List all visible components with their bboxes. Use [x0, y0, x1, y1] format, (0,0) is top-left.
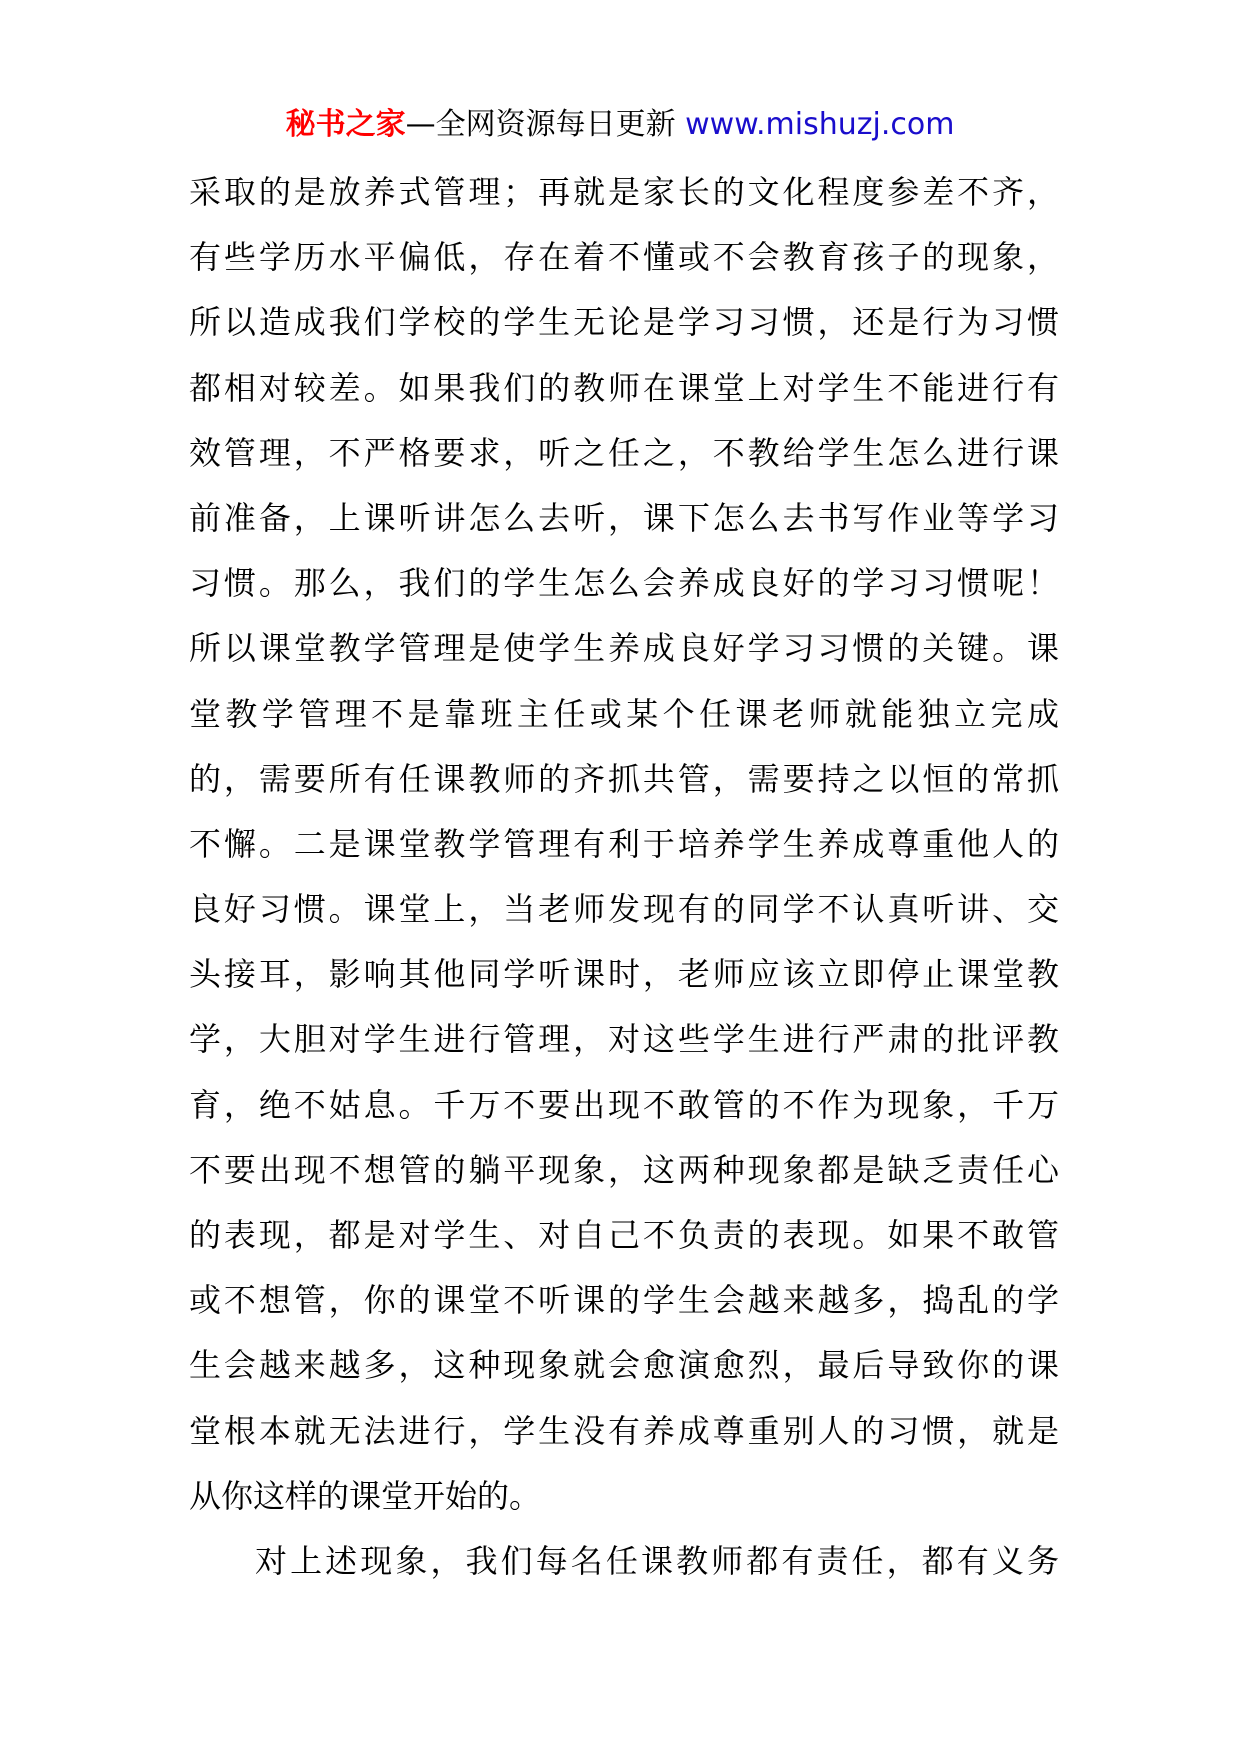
text-line: 效管理，不严格要求，听之任之，不教给学生怎么进行课 — [189, 433, 1059, 472]
page-header — [0, 100, 1240, 150]
website-link[interactable]: www.mishuzj.com — [685, 107, 955, 142]
text-line: 都相对较差。如果我们的教师在课堂上对学生不能进行有 — [189, 368, 1059, 407]
header-slogan: —全网资源每日更新 — [405, 107, 686, 142]
text-line: 的，需要所有任课教师的齐抓共管，需要持之以恒的常抓 — [189, 759, 1059, 798]
text-line: 学，大胆对学生进行管理，对这些学生进行严肃的批评教 — [189, 1020, 1059, 1059]
text-line: 采取的是放养式管理；再就是家长的文化程度参差不齐， — [189, 173, 1059, 211]
text-line: 有些学历水平偏低，存在着不懂或不会教育孩子的现象， — [189, 238, 1059, 277]
text-line: 生会越来越多，这种现象就会愈演愈烈，最后导致你的课 — [189, 1346, 1059, 1385]
brand-name: 秘书之家 — [285, 107, 406, 142]
text-line: 所以课堂教学管理是使学生养成良好学习习惯的关键。课 — [189, 629, 1059, 668]
text-line: 头接耳，影响其他同学听课时，老师应该立即停止课堂教 — [189, 955, 1059, 994]
text-line: 不要出现不想管的躺平现象，这两种现象都是缺乏责任心 — [189, 1150, 1059, 1189]
paragraph-2 — [189, 1529, 1059, 1594]
text-line: 不懈。二是课堂教学管理有利于培养学生养成尊重他人的 — [189, 824, 1059, 863]
text-line: 所以造成我们学校的学生无论是学习习惯，还是行为习惯 — [189, 303, 1059, 342]
text-line: 从你这样的课堂开始的。 — [189, 1476, 542, 1515]
text-line: 的表现，都是对学生、对自己不负责的表现。如果不敢管 — [189, 1216, 1059, 1254]
text-line: 对上述现象，我们每名任课教师都有责任，都有义务 — [255, 1541, 1059, 1580]
text-line: 良好习惯。课堂上，当老师发现有的同学不认真听讲、交 — [189, 890, 1059, 929]
text-line: 习惯。那么，我们的学生怎么会养成良好的学习习惯呢！ — [189, 564, 1059, 603]
text-line: 堂根本就无法进行，学生没有养成尊重别人的习惯，就是 — [189, 1411, 1059, 1450]
text-line: 育，绝不姑息。千万不要出现不敢管的不作为现象，千万 — [189, 1085, 1059, 1124]
text-line: 堂教学管理不是靠班主任或某个任课老师就能独立完成 — [189, 694, 1059, 733]
text-line: 或不想管，你的课堂不听课的学生会越来越多，捣乱的学 — [189, 1281, 1059, 1320]
document-body — [189, 160, 1059, 1594]
paragraph-1 — [189, 160, 1059, 1529]
text-line: 前准备，上课听讲怎么去听，课下怎么去书写作业等学习 — [189, 498, 1059, 537]
